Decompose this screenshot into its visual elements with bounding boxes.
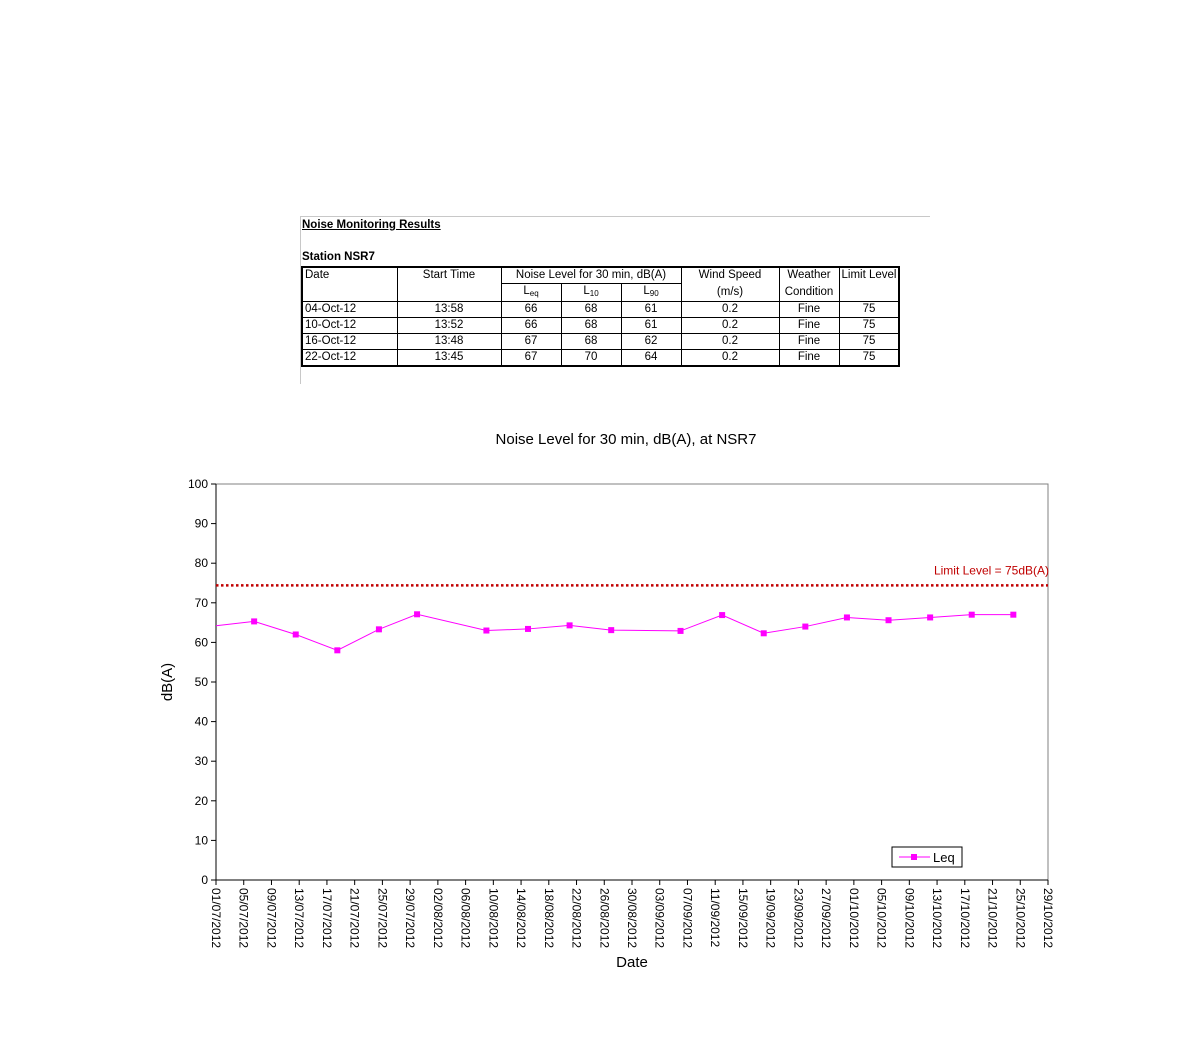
header-wind-speed: Wind Speed: [681, 267, 779, 284]
cell-weather: Fine: [779, 334, 839, 350]
cell-time: 13:45: [397, 350, 501, 367]
y-tick-label: 20: [194, 793, 208, 808]
data-point: [483, 628, 489, 634]
header-l90: $L_{90}$: [621, 284, 681, 302]
cell-weather: Fine: [779, 318, 839, 334]
cell-wind: 0.2: [681, 350, 779, 367]
y-tick-label: 40: [194, 714, 208, 729]
cell-l90: 62: [621, 334, 681, 350]
cell-limit: 75: [839, 334, 899, 350]
cell-wind: 0.2: [681, 302, 779, 318]
x-axis-title: Date: [616, 954, 648, 971]
x-tick-label: 25/07/2012: [375, 888, 390, 949]
data-point: [1010, 612, 1016, 618]
data-point: [567, 622, 573, 628]
header-limit-level: Limit Level: [839, 267, 899, 284]
cell-wind: 0.2: [681, 318, 779, 334]
x-tick-label: 14/08/2012: [514, 888, 529, 949]
cell-time: 13:58: [397, 302, 501, 318]
cell-l10: 68: [561, 318, 621, 334]
x-tick-label: 15/09/2012: [735, 888, 750, 949]
x-tick-label: 06/08/2012: [458, 888, 473, 949]
x-tick-label: 17/10/2012: [957, 888, 972, 949]
x-tick-label: 02/08/2012: [430, 888, 445, 949]
y-tick-label: 60: [194, 635, 208, 650]
cell-wind: 0.2: [681, 334, 779, 350]
cell-date: 10-Oct-12: [302, 318, 397, 334]
x-tick-label: 07/09/2012: [680, 888, 695, 949]
header-wind-unit: (m/s): [681, 284, 779, 302]
header-weather: Weather: [779, 267, 839, 284]
y-tick-label: 30: [194, 754, 208, 769]
data-point: [802, 624, 808, 630]
x-tick-label: 11/09/2012: [708, 888, 723, 948]
data-point: [293, 631, 299, 637]
x-tick-label: 27/09/2012: [819, 888, 834, 949]
data-point: [927, 614, 933, 620]
data-point: [969, 612, 975, 618]
legend-marker: [911, 854, 917, 860]
x-tick-label: 29/07/2012: [403, 888, 418, 949]
header-weather-2: Condition: [779, 284, 839, 302]
y-tick-label: 80: [194, 556, 208, 571]
cell-limit: 75: [839, 350, 899, 367]
cell-weather: Fine: [779, 302, 839, 318]
data-point: [886, 617, 892, 623]
y-tick-label: 70: [194, 595, 208, 610]
y-tick-label: 0: [201, 873, 208, 887]
x-tick-label: 09/07/2012: [264, 888, 279, 949]
header-noise-level: Noise Level for 30 min, dB(A): [501, 267, 681, 284]
cell-leq: 66: [501, 302, 561, 318]
x-tick-label: 23/09/2012: [791, 888, 806, 949]
limit-line-label: Limit Level = 75dB(A): [933, 563, 1049, 578]
data-point: [334, 647, 340, 653]
y-tick-label: 90: [194, 516, 208, 531]
data-point: [251, 618, 257, 624]
x-tick-label: 30/08/2012: [625, 888, 639, 949]
cell-l90: 61: [621, 302, 681, 318]
data-point: [719, 612, 725, 618]
y-tick-label: 10: [194, 833, 208, 848]
x-tick-label: 17/07/2012: [319, 888, 334, 949]
data-point: [844, 614, 850, 620]
x-tick-label: 22/08/2012: [569, 888, 584, 949]
cell-time: 13:48: [397, 334, 501, 350]
y-tick-label: 100: [187, 477, 208, 491]
cell-leq: 67: [501, 334, 561, 350]
cell-l90: 64: [621, 350, 681, 367]
x-tick-label: 26/08/2012: [597, 888, 612, 949]
x-tick-label: 01/10/2012: [846, 888, 861, 949]
cell-l90: 61: [621, 318, 681, 334]
cell-weather: Fine: [779, 350, 839, 367]
y-tick-label: 50: [194, 675, 208, 689]
plot-area: [216, 484, 1048, 880]
data-point: [414, 611, 420, 617]
cell-l10: 70: [561, 350, 621, 367]
cell-leq: 67: [501, 350, 561, 367]
x-tick-label: 21/07/2012: [347, 888, 362, 949]
x-tick-label: 18/08/2012: [541, 888, 556, 949]
sheet-title: Noise Monitoring Results: [302, 219, 441, 231]
x-tick-label: 10/08/2012: [486, 888, 501, 949]
header-date: Date: [305, 269, 330, 282]
header-start-time: Start Time: [397, 267, 501, 284]
data-point: [761, 630, 767, 636]
cell-date: 16-Oct-12: [302, 334, 397, 350]
legend-label: Leq: [933, 850, 955, 865]
cell-limit: 75: [839, 302, 899, 318]
header-leq: $L_{eq}$: [501, 284, 561, 302]
x-tick-label: 05/10/2012: [874, 888, 889, 949]
cell-limit: 75: [839, 318, 899, 334]
x-tick-label: 05/07/2012: [236, 888, 251, 949]
data-point: [376, 626, 382, 632]
cell-l10: 68: [561, 334, 621, 350]
data-point: [678, 628, 684, 634]
header-l10: $L_{10}$: [561, 284, 621, 302]
data-point: [525, 626, 531, 632]
x-tick-label: 13/07/2012: [292, 888, 307, 949]
x-tick-label: 29/10/2012: [1041, 888, 1055, 949]
cell-l10: 68: [561, 302, 621, 318]
cell-time: 13:52: [397, 318, 501, 334]
chart-title: Noise Level for 30 min, dB(A), at NSR7: [495, 431, 757, 448]
y-axis-title: dB(A): [159, 662, 176, 702]
x-tick-label: 01/07/2012: [209, 888, 223, 949]
x-tick-label: 25/10/2012: [1013, 888, 1028, 949]
x-tick-label: 19/09/2012: [763, 888, 778, 949]
cell-leq: 66: [501, 318, 561, 334]
cell-date: 22-Oct-12: [302, 350, 397, 367]
x-tick-label: 03/09/2012: [652, 888, 667, 949]
x-tick-label: 21/10/2012: [985, 888, 1000, 949]
data-point: [608, 627, 614, 633]
x-tick-label: 13/10/2012: [930, 888, 945, 949]
station-label: Station NSR7: [302, 251, 375, 263]
x-tick-label: 09/10/2012: [902, 888, 917, 949]
cell-date: 04-Oct-12: [302, 302, 397, 318]
